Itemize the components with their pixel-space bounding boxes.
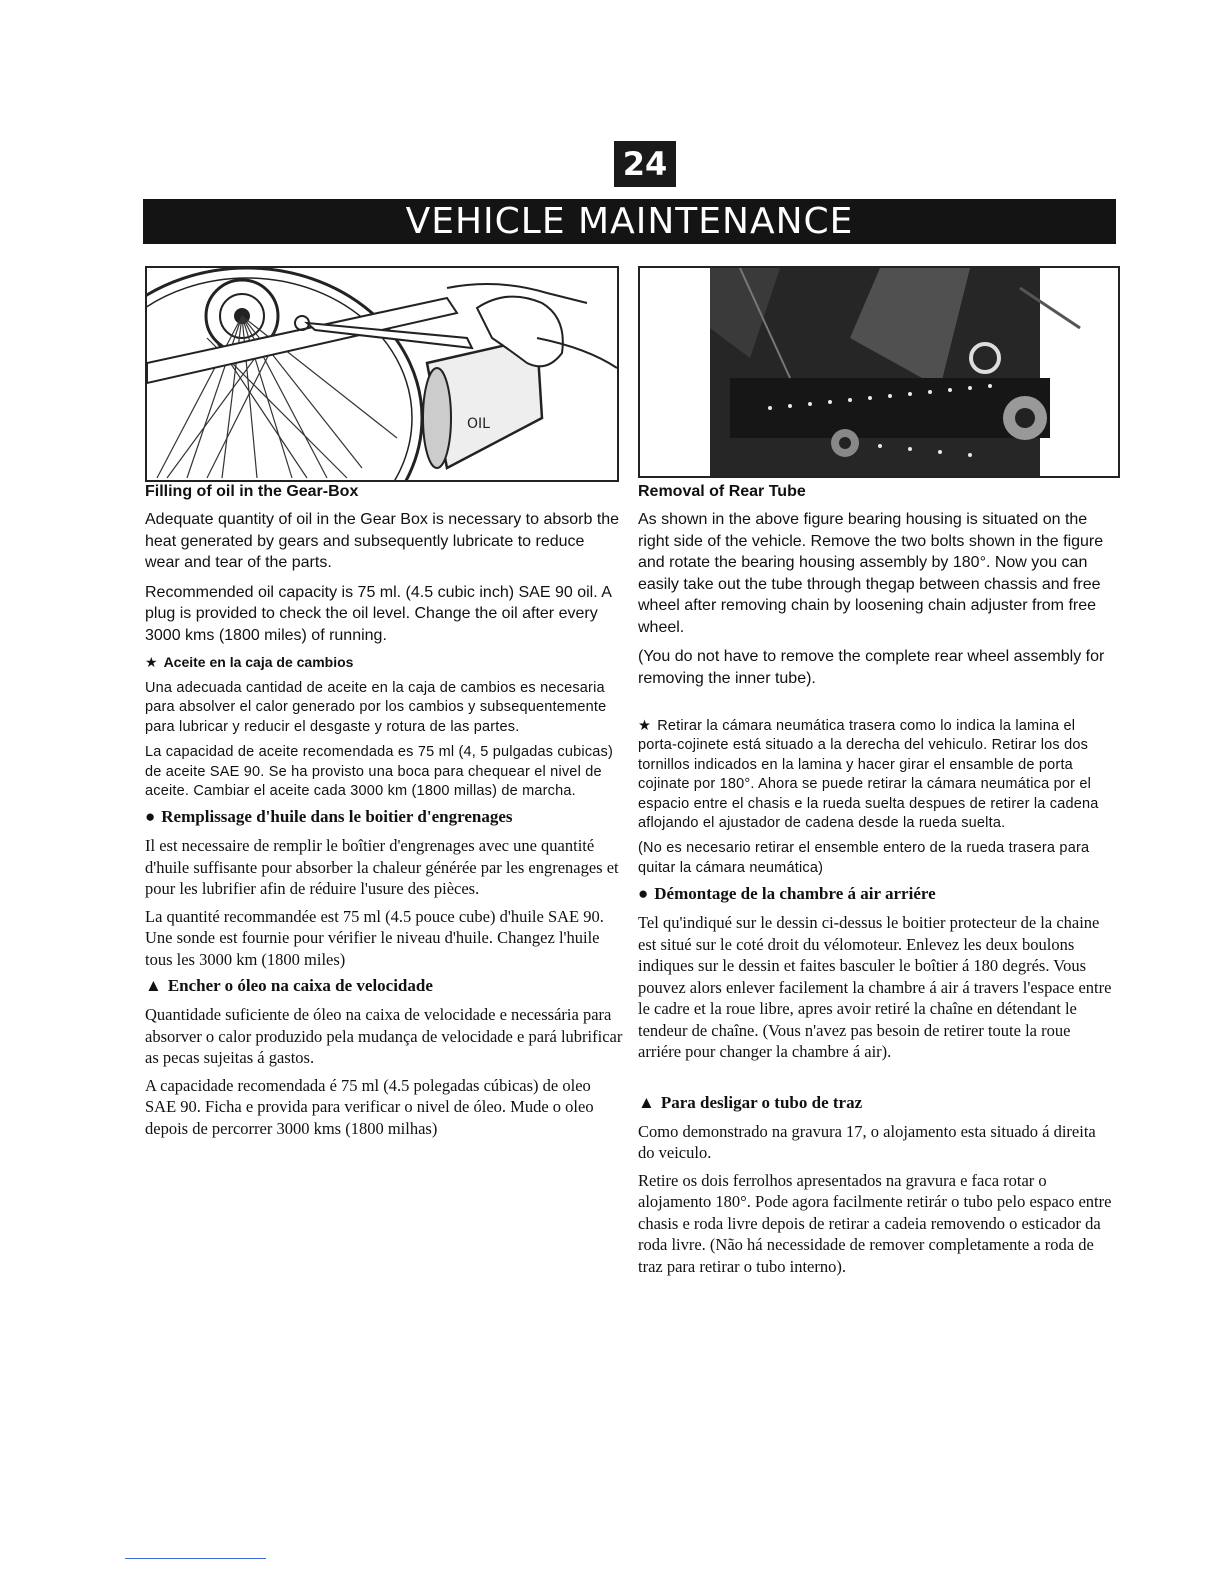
star-icon: ★ (638, 718, 652, 734)
gearbox-oil-illustration (145, 266, 619, 482)
gearbox-paragraph-pt-2: A capacidade recomendada é 75 ml (4.5 polegadas cúbicas) de oleo SAE 90. Ficha e provida para verificar o nivel de óleo. Mude o oleo depois de percorrer 3000 kms (1800 milhas) (145, 1075, 594, 1138)
rear-tube-paragraph-en-1: As shown in the above figure bearing housing is situated on the right side of the vehicle. Remove the two bolts shown in the figure and rotate the bearing housing assembly by 180°. Now you can easily take out the tube through thegap between chassis and free wheel after removing chain by loosening chain adjuster from free wheel. (638, 511, 1104, 636)
rear-tube-heading-fr: ● Démontage de la chambre á air arriére (638, 884, 936, 904)
rear-tube-paragraph-fr-1: Tel qu'indiqué sur le dessin ci-dessus le boitier protecteur de la chaine est situé sur le coté droit du vélomoteur. Enlevez les deux boulons indiques sur le dessin et faites basculer le boîtier á 180 degrés. Vous pouvez alors enlever facilement la chambre á air á travers l'espace entre le cadre et la roue libre, apres avoir retiré la chaîne en détendant le tendeur de chaîne. (Vous n'avez pas besoin de retirer toute la roue arriére pour changer la chambre á air). (638, 913, 1112, 1062)
rear-tube-paragraph-es-2: (No es necesario retirar el ensemble entero de la rueda trasera para quitar la cámara neumática) (638, 840, 1090, 876)
gearbox-paragraph-pt-1: Quantidade suficiente de óleo na caixa de velocidade e necessária para absorver o calor produzido pela mudança de velocidade e pará lubrificar as pecas sujeitas á gastos. (145, 1005, 623, 1068)
rear-tube-heading-en: Removal of Rear Tube (638, 483, 806, 500)
triangle-icon: ▲ (638, 1092, 655, 1112)
oil-can-wheel-drawing (147, 268, 617, 480)
gearbox-paragraph-fr-2: La quantité recommandée est 75 ml (4.5 pouce cube) d'huile SAE 90. Une sonde est fournie pour vérifier le niveau d'huile. Changez l'huile tous les 3000 km (1800 miles) (145, 906, 604, 969)
bullet-icon: ● (638, 884, 649, 904)
gearbox-heading-pt: ▲ Encher o óleo na caixa de velocidade (145, 976, 433, 996)
rear-tube-paragraph-pt-2: Retire os dois ferrolhos apresentados na gravura e faca rotar o alojamento 180°. Pode agora facilmente retirár o tubo pelo espaco entre chasis e roda livre depois de retirar a cadeia removendo o esticador da roda livre. (Não há necessidade de remover completamente a roda de traz para retirar o tubo interno). (638, 1170, 1112, 1276)
gearbox-paragraph-en-1: Adequate quantity of oil in the Gear Box is necessary to absorb the heat generated by gears and subsequently lubricate to reduce wear and tear of the parts. (145, 511, 620, 571)
gearbox-paragraph-fr-1: Il est necessaire de remplir le boîtier d'engrenages avec une quantité d'huile suffisante pour absorber la chaleur générée par les engrenages et pour les lubrifier afin de réduire l'usure des pièces. (145, 836, 619, 899)
oil-can-label: OIL (467, 416, 490, 432)
gearbox-paragraph-en-2: Recommended oil capacity is 75 ml. (4.5 cubic inch) SAE 90 oil. A plug is provided to check the oil level. Change the oil after every 3000 kms (1800 miles) of running. (145, 583, 611, 644)
gearbox-heading-es: ★ Aceite en la caja de cambios (145, 654, 354, 670)
section-banner: VEHICLE MAINTENANCE (143, 199, 1116, 244)
gearbox-paragraph-es-2: La capacidad de aceite recomendada es 75 ml (4, 5 pulgadas cubicas) de aceite SAE 90. Se ha provisto una boca para chequear el nivel de aceite. Cambiar el aceite cada 3000 km (1800 millas) de marcha. (145, 744, 614, 800)
gearbox-heading-en: Filling of oil in the Gear-Box (145, 483, 359, 500)
chain-housing-photo (640, 268, 1118, 476)
rear-tube-paragraph-en-2: (You do not have to remove the complete rear wheel assembly for removing the inner tube). (638, 648, 1105, 687)
bullet-icon: ● (145, 807, 156, 827)
gearbox-heading-fr: ● Remplissage d'huile dans le boitier d'engrenages (145, 807, 513, 827)
rear-tube-paragraph-es-1: ★ Retirar la cámara neumática trasera como lo indica la lamina el porta-cojinete está situado a la derecha del vehiculo. Retirar los dos tornillos indicados en la lamina y hacer girar el ensamble de porta cojinate por 180°. Ahora se puede retirar la cámara neumática por el espacio entre el chasis e la rueda suelta despues de retirer la cadena aflojando el ajustador de cadena desde la rueda suelta. (638, 718, 1099, 832)
footnote-rule (125, 1558, 266, 1559)
rear-tube-heading-pt: ▲ Para desligar o tubo de traz (638, 1092, 863, 1112)
left-column (145, 483, 623, 1145)
rear-tube-photo (638, 266, 1120, 478)
right-column (638, 483, 1116, 1283)
star-icon: ★ (145, 654, 158, 670)
page-number: 24 (614, 141, 676, 187)
rear-tube-paragraph-pt-1: Como demonstrado na gravura 17, o alojamento esta situado á direita do veiculo. (638, 1121, 1096, 1163)
gearbox-paragraph-es-1: Una adecuada cantidad de aceite en la caja de cambios es necesaria para absolver el calor generado por los cambios y subsequentemente para lubricar y reducir el desgaste y rotura de las partes. (145, 680, 607, 735)
triangle-icon: ▲ (145, 976, 162, 996)
